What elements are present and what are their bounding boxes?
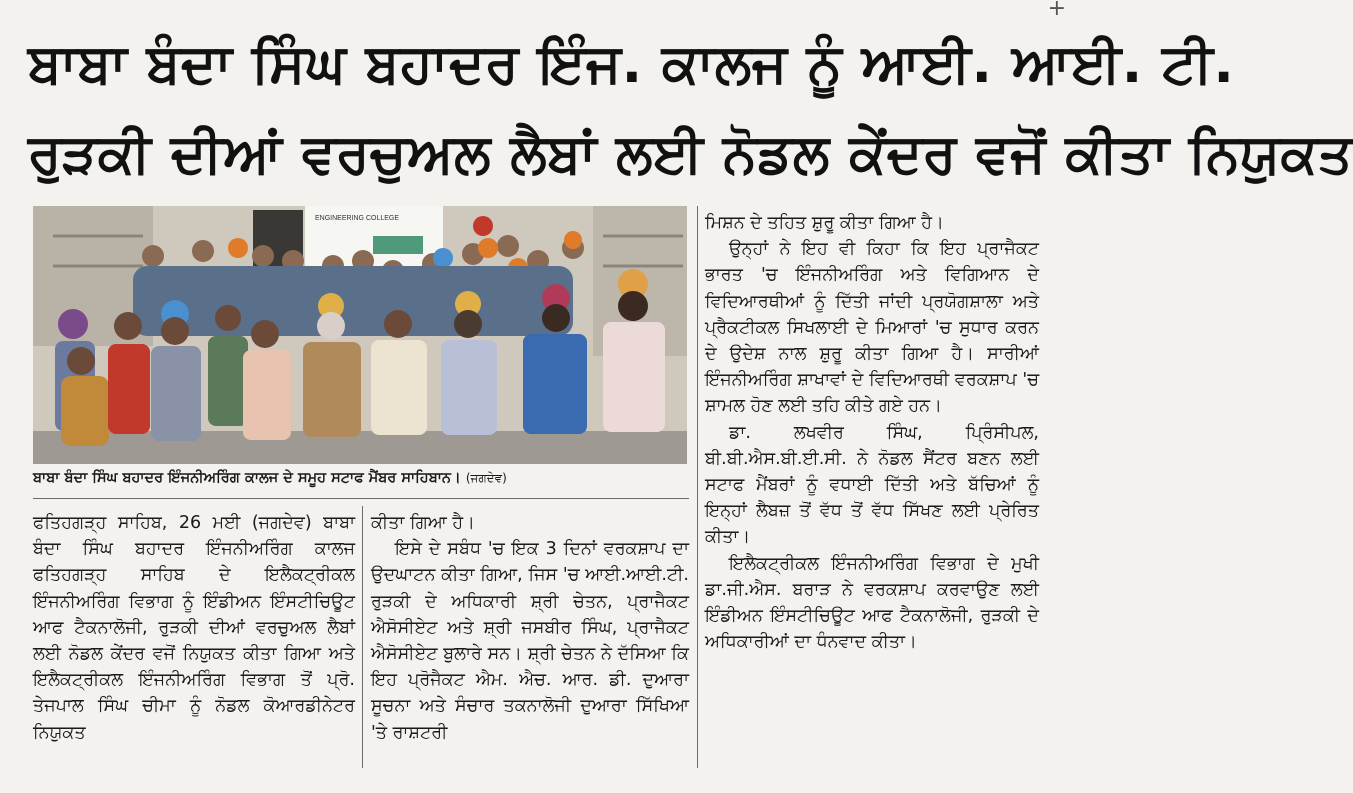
article-column-2 — [371, 510, 689, 746]
banner-text: ENGINEERING COLLEGE — [315, 215, 400, 222]
caption-divider — [33, 498, 689, 499]
column-divider-1 — [362, 506, 363, 768]
caption-credit: (ਜਗਦੇਵ) — [465, 471, 507, 485]
photo-caption — [33, 470, 687, 486]
col3-paragraph-4: ਇਲੈਕਟ੍ਰੀਕਲ ਇੰਜਨੀਅਰਿੰਗ ਵਿਭਾਗ ਦੇ ਮੁਖੀ ਡਾ.ਜੀ.ਐਸ. ਬਰਾੜ ਨੇ ਵਰਕਸ਼ਾਪ ਕਰਵਾਉਣ ਲਈ ਇੰਡੀਅਨ ਇੰਸਟੀਚਿਊਟ ਆਫ ਟੈਕਨਾਲੋਜੀ, ਰੁੜਕੀ ਦੇ ਅਧਿਕਾਰੀਆਂ ਦਾ ਧੰਨਵਾਦ ਕੀਤਾ। — [705, 553, 1039, 653]
col2-paragraph-2: ਇਸੇ ਦੇ ਸਬੰਧ 'ਚ ਇਕ 3 ਦਿਨਾਂ ਵਰਕਸ਼ਾਪ ਦਾ ਉਦਘਾਟਨ ਕੀਤਾ ਗਿਆ, ਜਿਸ 'ਚ ਆਈ.ਆਈ.ਟੀ. ਰੁੜਕੀ ਦੇ ਅਧਿਕਾਰੀ ਸ਼੍ਰੀ ਚੇਤਨ, ਪ੍ਰਾਜੈਕਟ ਐਸੋਸੀਏਟ ਅਤੇ ਸ਼੍ਰੀ ਜਸਬੀਰ ਸਿੰਘ, ਪ੍ਰਾਜੈਕਟ ਐਸੋਸੀਏਟ ਬੁਲਾਰੇ ਸਨ। ਸ਼੍ਰੀ ਚੇਤਨ ਨੇ ਦੱਸਿਆ ਕਿ ਇਹ ਪ੍ਰੋਜੈਕਟ ਐਮ. ਐਚ. ਆਰ. ਡੀ. ਦੁਆਰਾ ਸੂਚਨਾ ਅਤੇ ਸੰਚਾਰ ਤਕਨਾਲੋਜੀ ਦੁਆਰਾ ਸਿੱਖਿਆ 'ਤੇ ਰਾਸ਼ਟਰੀ — [371, 539, 689, 743]
article-column-3 — [705, 210, 1039, 655]
group-photo — [33, 206, 687, 464]
corner-plus-mark: + — [1047, 0, 1066, 21]
article-column-1 — [33, 510, 355, 746]
headline-line-2: ਰੁੜਕੀ ਦੀਆਂ ਵਰਚੁਅਲ ਲੈਬਾਂ ਲਈ ਨੋਡਲ ਕੇਂਦਰ ਵਜੋਂ ਕੀਤਾ ਨਿਯੁਕਤ — [28, 122, 1353, 185]
group-photo-illustration — [33, 206, 687, 464]
column-divider-2 — [697, 206, 698, 768]
col3-paragraph-3: ਡਾ. ਲਖਵੀਰ ਸਿੰਘ, ਪ੍ਰਿੰਸੀਪਲ, ਬੀ.ਬੀ.ਐਸ.ਬੀ.ਈ.ਸੀ. ਨੇ ਨੋਡਲ ਸੈਂਟਰ ਬਣਨ ਲਈ ਸਟਾਫ ਮੈਂਬਰਾਂ ਨੂੰ ਵਧਾਈ ਦਿੱਤੀ ਅਤੇ ਬੱਚਿਆਂ ਨੂੰ ਇਨ੍ਹਾਂ ਲੈਬਜ਼ ਤੋਂ ਵੱਧ ਤੋਂ ਵੱਧ ਸਿੱਖਣ ਲਈ ਪ੍ਰੇਰਿਤ ਕੀਤਾ। — [705, 422, 1039, 548]
col3-paragraph-2: ਉਨ੍ਹਾਂ ਨੇ ਇਹ ਵੀ ਕਿਹਾ ਕਿ ਇਹ ਪ੍ਰਾਜੈਕਟ ਭਾਰਤ 'ਚ ਇੰਜਨੀਅਰਿੰਗ ਅਤੇ ਵਿਗਿਆਨ ਦੇ ਵਿਦਿਆਰਥੀਆਂ ਨੂੰ ਦਿੱਤੀ ਜਾਂਦੀ ਪ੍ਰਯੋਗਸ਼ਾਲਾ ਅਤੇ ਪ੍ਰੈਕਟੀਕਲ ਸਿਖਲਾਈ ਦੇ ਮਿਆਰਾਂ 'ਚ ਸੁਧਾਰ ਕਰਨ ਦੇ ਉਦੇਸ਼ ਨਾਲ ਸ਼ੁਰੂ ਕੀਤਾ ਗਿਆ ਹੈ। ਸਾਰੀਆਂ ਇੰਜਨੀਅਰਿੰਗ ਸ਼ਾਖਾਵਾਂ ਦੇ ਵਿਦਿਆਰਥੀ ਵਰਕਸ਼ਾਪ 'ਚ ਸ਼ਾਮਲ ਹੋਣ ਲਈ ਤਹਿ ਕੀਤੇ ਗਏ ਹਨ। — [705, 239, 1039, 417]
caption-text: ਬਾਬਾ ਬੰਦਾ ਸਿੰਘ ਬਹਾਦਰ ਇੰਜਨੀਅਰਿੰਗ ਕਾਲਜ ਦੇ ਸਮੂਹ ਸਟਾਫ ਮੈਂਬਰ ਸਾਹਿਬਾਨ। — [33, 470, 461, 486]
col1-paragraph: ਫਤਿਹਗੜ੍ਹ ਸਾਹਿਬ, 26 ਮਈ (ਜਗਦੇਵ) ਬਾਬਾ ਬੰਦਾ ਸਿੰਘ ਬਹਾਦਰ ਇੰਜਨੀਅਰਿੰਗ ਕਾਲਜ ਫਤਿਹਗੜ੍ਹ ਸਾਹਿਬ ਦੇ ਇਲੈਕਟ੍ਰੀਕਲ ਇੰਜਨੀਅਰਿੰਗ ਵਿਭਾਗ ਨੂੰ ਇੰਡੀਅਨ ਇੰਸਟੀਚਿਊਟ ਆਫ ਟੈਕਨਾਲੋਜੀ, ਰੁੜਕੀ ਦੀਆਂ ਵਰਚੁਅਲ ਲੈਬਾਂ ਲਈ ਨੋਡਲ ਕੇਂਦਰ ਵਜੋਂ ਨਿਯੁਕਤ ਕੀਤਾ ਗਿਆ ਅਤੇ ਇਲੈਕਟ੍ਰੀਕਲ ਇੰਜਨੀਅਰਿੰਗ ਵਿਭਾਗ ਤੋਂ ਪ੍ਰੋ. ਤੇਜਪਾਲ ਸਿੰਘ ਚੀਮਾ ਨੂੰ ਨੋਡਲ ਕੋਆਰਡੀਨੇਟਰ ਨਿਯੁਕਤ — [33, 513, 355, 743]
col2-paragraph-1: ਕੀਤਾ ਗਿਆ ਹੈ। — [371, 513, 475, 533]
col3-paragraph-1: ਮਿਸ਼ਨ ਦੇ ਤਹਿਤ ਸ਼ੁਰੂ ਕੀਤਾ ਗਿਆ ਹੈ। — [705, 213, 944, 233]
headline-line-1: ਬਾਬਾ ਬੰਦਾ ਸਿੰਘ ਬਹਾਦਰ ਇੰਜ. ਕਾਲਜ ਨੂੰ ਆਈ. ਆਈ. ਟੀ. — [28, 32, 1235, 95]
